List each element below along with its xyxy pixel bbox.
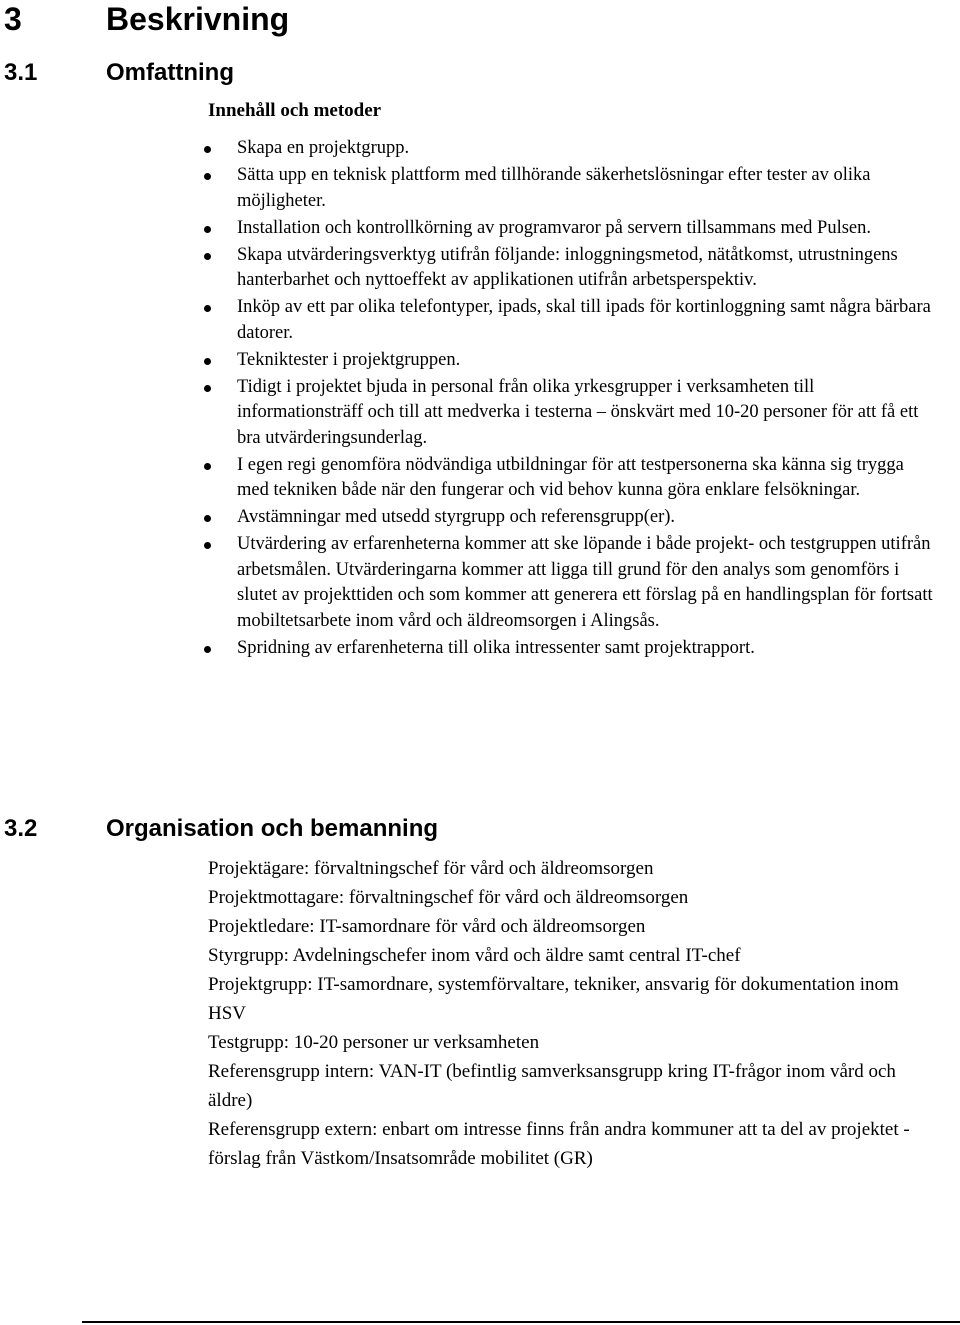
content-method-list	[0, 136, 960, 663]
section-heading	[4, 0, 289, 38]
list-item	[0, 453, 960, 504]
subsection-heading-organisation	[4, 814, 438, 844]
organisation-list	[208, 854, 938, 1173]
subsection-heading-omfattning	[4, 58, 234, 88]
list-item-text: Avstämningar med utsedd styrgrupp och referensgrupp(er).	[237, 507, 676, 527]
list-item	[0, 348, 960, 374]
list-item-text: Installation och kontrollkörning av programvaror på servern tillsammans med Pulsen.	[237, 217, 871, 238]
bullet-icon	[204, 173, 211, 180]
list-item	[0, 163, 960, 214]
organisation-line: Styrgrupp: Avdelningschefer inom vård och äldre samt central IT-chef	[208, 945, 741, 966]
list-item	[0, 505, 960, 531]
list-item-text: Skapa utvärderingsverktyg utifrån följande: inloggningsmetod, nätåtkomst, utrustningens hanterbarhet och nyttoeffekt av applikationen utifrån arbetsperspektiv.	[237, 244, 898, 290]
section-title: Beskrivning	[106, 1, 290, 37]
bullet-icon	[204, 646, 211, 653]
list-item-text: I egen regi genomföra nödvändiga utbildningar för att testpersonerna ska känna sig trygga med tekniken både när den fungerar och vid behov kunna göra enklare felsökningar.	[237, 454, 904, 500]
subsection-title: Omfattning	[106, 59, 234, 86]
footer-divider	[82, 1321, 960, 1323]
list-item	[0, 532, 960, 634]
organisation-line: Referensgrupp intern: VAN-IT (befintlig samverksansgrupp kring IT-frågor inom vård och äldre)	[208, 1061, 896, 1111]
subsection-title: Organisation och bemanning	[106, 815, 439, 842]
bullet-icon	[204, 253, 211, 260]
organisation-line: Projektledare: IT-samordnare för vård och äldreomsorgen	[208, 916, 646, 937]
organisation-line: Projektägare: förvaltningschef för vård och äldreomsorgen	[208, 858, 654, 879]
list-item-text: Sätta upp en teknisk plattform med tillhörande säkerhetslösningar efter tester av olika möjligheter.	[237, 165, 871, 211]
bullet-icon	[204, 385, 211, 392]
organisation-line: Testgrupp: 10-20 personer ur verksamheten	[208, 1032, 540, 1053]
list-item	[0, 243, 960, 294]
list-item-text: Tekniktester i projektgruppen.	[237, 349, 461, 370]
list-item-text: Utvärdering av erfarenheterna kommer att ske löpande i både projekt- och testgruppen utifrån arbetsmålen. Utvärderingarna kommer att ligga till grund för den analys som genomförs i slutet av projekttiden och som kommer att generera ett förslag på en handlingsplan för fortsatt mobiltetsarbete inom vård och äldreomsorgen i Alingsås.	[237, 534, 933, 631]
subsection-number: 3.2	[4, 815, 38, 842]
bullet-icon	[204, 305, 211, 312]
organisation-line: Projektmottagare: förvaltningschef för vård och äldreomsorgen	[208, 887, 689, 908]
bullet-icon	[204, 226, 211, 233]
list-item-text: Skapa en projektgrupp.	[237, 138, 410, 158]
bullet-icon	[204, 146, 211, 153]
list-item	[0, 216, 960, 242]
organisation-line: Projektgrupp: IT-samordnare, systemförvaltare, tekniker, ansvarig för dokumentation inom HSV	[208, 974, 899, 1024]
list-item	[0, 375, 960, 452]
bullet-icon	[204, 515, 211, 522]
bullet-icon	[204, 358, 211, 365]
list-item	[0, 136, 960, 162]
list-item-text: Spridning av erfarenheterna till olika intressenter samt projektrapport.	[237, 637, 755, 658]
section-number: 3	[4, 1, 22, 37]
list-item	[0, 295, 960, 346]
list-item	[0, 636, 960, 662]
organisation-line: Referensgrupp extern: enbart om intresse finns från andra kommuner att ta del av projektet - förslag från Västkom/Insatsområde mobilitet (GR)	[208, 1119, 910, 1169]
list-item-text: Inköp av ett par olika telefontyper, ipads, skal till ipads för kortinloggning samt några bärbara datorer.	[237, 297, 931, 343]
list-item-text: Tidigt i projektet bjuda in personal från olika yrkesgrupper i verksamheten till informationsträff och till att medverka i testerna – önskvärt med 10-20 personer för att få ett bra utvärderingsunderlag.	[237, 376, 919, 448]
bullet-icon	[204, 463, 211, 470]
subsection-number: 3.1	[4, 59, 38, 86]
content-subheading: Innehåll och metoder	[208, 100, 382, 121]
bullet-icon	[204, 542, 211, 549]
